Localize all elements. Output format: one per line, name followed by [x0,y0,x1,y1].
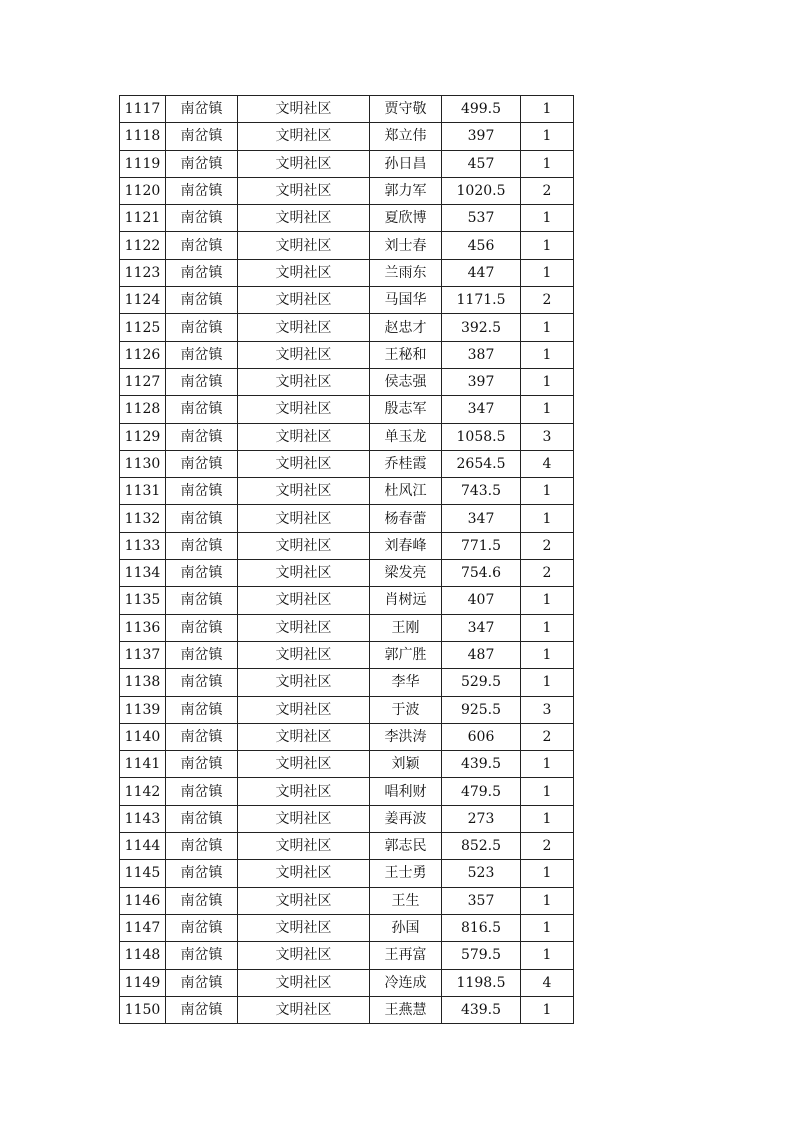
cell-community: 文明社区 [238,669,370,696]
cell-town: 南岔镇 [166,423,238,450]
cell-count: 1 [521,505,574,532]
cell-count: 1 [521,942,574,969]
table-row [120,833,574,860]
cell-count: 1 [521,314,574,341]
cell-amount: 499.5 [442,96,521,123]
table-row [120,205,574,232]
cell-count: 1 [521,368,574,395]
cell-id: 1119 [120,150,166,177]
cell-name: 刘颖 [370,751,442,778]
cell-town: 南岔镇 [166,314,238,341]
cell-count: 1 [521,123,574,150]
cell-community: 文明社区 [238,177,370,204]
table-row [120,396,574,423]
cell-count: 1 [521,914,574,941]
cell-community: 文明社区 [238,587,370,614]
cell-town: 南岔镇 [166,996,238,1023]
cell-name: 刘春峰 [370,532,442,559]
cell-community: 文明社区 [238,860,370,887]
cell-count: 1 [521,396,574,423]
cell-id: 1145 [120,860,166,887]
cell-town: 南岔镇 [166,696,238,723]
cell-id: 1143 [120,805,166,832]
cell-community: 文明社区 [238,123,370,150]
cell-amount: 2654.5 [442,450,521,477]
cell-community: 文明社区 [238,751,370,778]
table-row [120,669,574,696]
cell-id: 1141 [120,751,166,778]
cell-community: 文明社区 [238,205,370,232]
table-row [120,805,574,832]
cell-name: 赵忠才 [370,314,442,341]
cell-count: 1 [521,669,574,696]
cell-community: 文明社区 [238,969,370,996]
cell-name: 李华 [370,669,442,696]
cell-community: 文明社区 [238,887,370,914]
cell-community: 文明社区 [238,696,370,723]
cell-town: 南岔镇 [166,532,238,559]
cell-amount: 457 [442,150,521,177]
cell-name: 王秘和 [370,341,442,368]
cell-name: 郭力军 [370,177,442,204]
cell-amount: 447 [442,259,521,286]
cell-amount: 1171.5 [442,287,521,314]
cell-count: 1 [521,341,574,368]
cell-town: 南岔镇 [166,587,238,614]
table-row [120,423,574,450]
cell-amount: 537 [442,205,521,232]
cell-name: 单玉龙 [370,423,442,450]
table-row [120,778,574,805]
cell-count: 1 [521,887,574,914]
cell-town: 南岔镇 [166,560,238,587]
cell-community: 文明社区 [238,423,370,450]
table-row [120,341,574,368]
cell-count: 1 [521,478,574,505]
cell-town: 南岔镇 [166,723,238,750]
cell-amount: 347 [442,396,521,423]
cell-count: 3 [521,696,574,723]
cell-town: 南岔镇 [166,641,238,668]
cell-id: 1134 [120,560,166,587]
cell-town: 南岔镇 [166,614,238,641]
cell-amount: 606 [442,723,521,750]
cell-town: 南岔镇 [166,150,238,177]
cell-amount: 579.5 [442,942,521,969]
cell-community: 文明社区 [238,232,370,259]
cell-community: 文明社区 [238,532,370,559]
cell-name: 于波 [370,696,442,723]
cell-town: 南岔镇 [166,287,238,314]
cell-amount: 771.5 [442,532,521,559]
table-row [120,96,574,123]
cell-name: 姜再波 [370,805,442,832]
cell-community: 文明社区 [238,778,370,805]
cell-name: 乔桂霞 [370,450,442,477]
cell-id: 1137 [120,641,166,668]
cell-community: 文明社区 [238,368,370,395]
cell-amount: 347 [442,614,521,641]
cell-amount: 397 [442,368,521,395]
cell-name: 郭广胜 [370,641,442,668]
cell-community: 文明社区 [238,505,370,532]
cell-id: 1148 [120,942,166,969]
cell-name: 冷连成 [370,969,442,996]
cell-name: 王士勇 [370,860,442,887]
cell-id: 1117 [120,96,166,123]
cell-id: 1131 [120,478,166,505]
cell-town: 南岔镇 [166,669,238,696]
cell-community: 文明社区 [238,341,370,368]
table-row [120,560,574,587]
cell-name: 刘士春 [370,232,442,259]
cell-name: 王生 [370,887,442,914]
cell-count: 1 [521,205,574,232]
cell-community: 文明社区 [238,942,370,969]
cell-amount: 743.5 [442,478,521,505]
cell-count: 2 [521,287,574,314]
table-row [120,969,574,996]
cell-name: 杜风江 [370,478,442,505]
table-row [120,478,574,505]
cell-id: 1127 [120,368,166,395]
cell-count: 1 [521,96,574,123]
cell-amount: 754.6 [442,560,521,587]
table-body [120,96,574,1024]
cell-name: 郭志民 [370,833,442,860]
cell-community: 文明社区 [238,833,370,860]
cell-id: 1147 [120,914,166,941]
cell-id: 1135 [120,587,166,614]
cell-count: 2 [521,560,574,587]
cell-count: 1 [521,587,574,614]
cell-id: 1129 [120,423,166,450]
cell-count: 1 [521,996,574,1023]
cell-id: 1138 [120,669,166,696]
cell-name: 杨春蕾 [370,505,442,532]
cell-count: 1 [521,150,574,177]
cell-amount: 479.5 [442,778,521,805]
cell-amount: 1020.5 [442,177,521,204]
cell-community: 文明社区 [238,259,370,286]
cell-community: 文明社区 [238,396,370,423]
table-row [120,641,574,668]
cell-amount: 523 [442,860,521,887]
cell-id: 1125 [120,314,166,341]
table-row [120,450,574,477]
cell-community: 文明社区 [238,614,370,641]
cell-town: 南岔镇 [166,96,238,123]
cell-name: 王燕慧 [370,996,442,1023]
cell-name: 孙日昌 [370,150,442,177]
cell-town: 南岔镇 [166,177,238,204]
table-row [120,150,574,177]
table-row [120,505,574,532]
table-row [120,123,574,150]
cell-name: 唱利财 [370,778,442,805]
cell-town: 南岔镇 [166,860,238,887]
cell-amount: 816.5 [442,914,521,941]
cell-amount: 1198.5 [442,969,521,996]
table-row [120,914,574,941]
cell-community: 文明社区 [238,805,370,832]
cell-town: 南岔镇 [166,368,238,395]
cell-id: 1128 [120,396,166,423]
cell-id: 1149 [120,969,166,996]
cell-town: 南岔镇 [166,205,238,232]
cell-community: 文明社区 [238,723,370,750]
cell-amount: 439.5 [442,996,521,1023]
table-row [120,996,574,1023]
table-row [120,696,574,723]
cell-amount: 925.5 [442,696,521,723]
table-row [120,887,574,914]
cell-amount: 407 [442,587,521,614]
cell-amount: 529.5 [442,669,521,696]
cell-community: 文明社区 [238,314,370,341]
cell-count: 2 [521,532,574,559]
data-table [119,95,574,1024]
cell-amount: 1058.5 [442,423,521,450]
cell-id: 1126 [120,341,166,368]
cell-community: 文明社区 [238,450,370,477]
cell-count: 4 [521,450,574,477]
cell-id: 1120 [120,177,166,204]
cell-town: 南岔镇 [166,396,238,423]
table-row [120,587,574,614]
cell-amount: 347 [442,505,521,532]
cell-id: 1122 [120,232,166,259]
table-row [120,860,574,887]
cell-name: 王再富 [370,942,442,969]
cell-town: 南岔镇 [166,887,238,914]
table-row [120,368,574,395]
cell-count: 1 [521,860,574,887]
cell-id: 1130 [120,450,166,477]
cell-count: 2 [521,177,574,204]
cell-amount: 439.5 [442,751,521,778]
cell-count: 1 [521,641,574,668]
cell-name: 郑立伟 [370,123,442,150]
cell-name: 马国华 [370,287,442,314]
cell-town: 南岔镇 [166,505,238,532]
cell-id: 1139 [120,696,166,723]
table-row [120,232,574,259]
cell-amount: 487 [442,641,521,668]
table-row [120,314,574,341]
cell-amount: 852.5 [442,833,521,860]
cell-amount: 392.5 [442,314,521,341]
cell-id: 1150 [120,996,166,1023]
cell-id: 1133 [120,532,166,559]
cell-count: 1 [521,232,574,259]
cell-count: 1 [521,805,574,832]
cell-id: 1121 [120,205,166,232]
cell-amount: 397 [442,123,521,150]
cell-id: 1144 [120,833,166,860]
cell-town: 南岔镇 [166,123,238,150]
cell-id: 1123 [120,259,166,286]
cell-town: 南岔镇 [166,259,238,286]
cell-name: 孙国 [370,914,442,941]
table-row [120,287,574,314]
cell-town: 南岔镇 [166,805,238,832]
cell-count: 2 [521,723,574,750]
cell-amount: 273 [442,805,521,832]
cell-count: 1 [521,751,574,778]
cell-count: 1 [521,259,574,286]
cell-community: 文明社区 [238,478,370,505]
cell-count: 2 [521,833,574,860]
cell-id: 1118 [120,123,166,150]
table-row [120,723,574,750]
cell-id: 1140 [120,723,166,750]
table-row [120,751,574,778]
table-row [120,942,574,969]
cell-town: 南岔镇 [166,450,238,477]
cell-community: 文明社区 [238,150,370,177]
cell-name: 殷志军 [370,396,442,423]
cell-community: 文明社区 [238,560,370,587]
cell-name: 夏欣博 [370,205,442,232]
cell-town: 南岔镇 [166,232,238,259]
table-row [120,177,574,204]
cell-count: 1 [521,778,574,805]
cell-name: 肖树远 [370,587,442,614]
cell-id: 1146 [120,887,166,914]
cell-name: 李洪涛 [370,723,442,750]
cell-community: 文明社区 [238,641,370,668]
cell-name: 兰雨东 [370,259,442,286]
cell-name: 梁发亮 [370,560,442,587]
cell-count: 4 [521,969,574,996]
cell-community: 文明社区 [238,914,370,941]
cell-town: 南岔镇 [166,341,238,368]
cell-community: 文明社区 [238,96,370,123]
cell-town: 南岔镇 [166,942,238,969]
cell-community: 文明社区 [238,996,370,1023]
cell-count: 3 [521,423,574,450]
cell-id: 1124 [120,287,166,314]
cell-name: 王刚 [370,614,442,641]
table-row [120,532,574,559]
table-row [120,614,574,641]
cell-count: 1 [521,614,574,641]
cell-community: 文明社区 [238,287,370,314]
cell-town: 南岔镇 [166,478,238,505]
cell-name: 侯志强 [370,368,442,395]
cell-amount: 357 [442,887,521,914]
cell-id: 1132 [120,505,166,532]
cell-name: 贾守敬 [370,96,442,123]
cell-town: 南岔镇 [166,914,238,941]
table-row [120,259,574,286]
cell-town: 南岔镇 [166,751,238,778]
cell-amount: 456 [442,232,521,259]
cell-town: 南岔镇 [166,778,238,805]
cell-town: 南岔镇 [166,969,238,996]
cell-id: 1142 [120,778,166,805]
cell-id: 1136 [120,614,166,641]
cell-town: 南岔镇 [166,833,238,860]
cell-amount: 387 [442,341,521,368]
